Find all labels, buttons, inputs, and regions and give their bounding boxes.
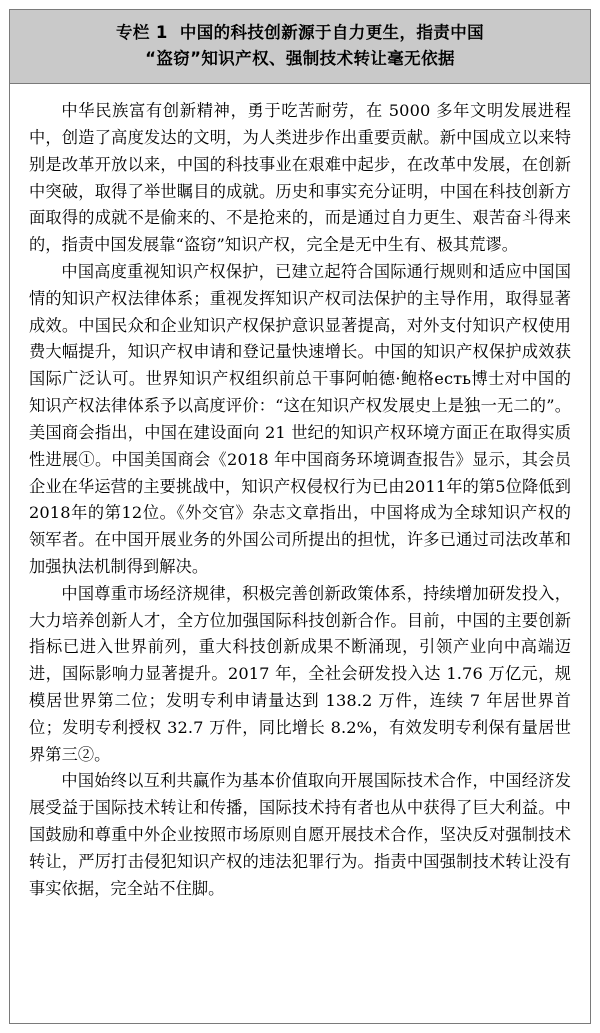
paragraph-4: 中国始终以互利共赢作为基本价值取向开展国际技术合作，中国经济发展受益于国际技术转让和传播，国际技术持有者也从中获得了巨大利益。中国鼓励和尊重中外企业按照市场原则自愿开展技术合作，坚决反对强制技术转让，严厉打击侵犯知识产权的违法犯罪行为。指责中国强制技术转让没有事实依据，完全站不住脚。 [29, 771, 571, 898]
callout-header [10, 10, 590, 84]
paragraph-1: 中华民族富有创新精神，勇于吃苦耐劳，在 5000 多年文明发展进程中，创造了高度发达的文明，为人类进步作出重要贡献。新中国成立以来特别是改革开放以来，中国的科技事业在艰难中起步，在改革中发展，在创新中突破，取得了举世瞩目的成就。历史和事实充分证明，中国在科技创新方面取得的成就不是偷来的、不是抢来的，而是通过自力更生、艰苦奋斗得来的，指责中国发展靠“盗窃”知识产权，完全是无中生有、极其荒谬。 [29, 101, 571, 255]
callout-title-line-2: “盗窃”知识产权、强制技术转让毫无依据 [145, 48, 455, 68]
callout-box [9, 9, 591, 1024]
paragraph-3: 中国尊重市场经济规律，积极完善创新政策体系，持续增加研发投入，大力培养创新人才，全方位加强国际科技创新合作。目前，中国的主要创新指标已进入世界前列，重大科技创新成果不断涌现，引领产业向中高端迈进，国际影响力显著提升。2017 年，全社会研发投入达 1.76 万亿元，规模居世界第二位；发明专利申请量达到 138.2 万件，连续 7 年居世界首位；发明专利授权 32.7 万件，同比增长 8.2%，有效发明专利保有量居世界第三②。 [29, 583, 571, 764]
callout-number: 专栏 1 [115, 23, 168, 42]
callout-title-text-1: 中国的科技创新源于自力更生，指责中国 [179, 23, 485, 42]
callout-title-line-1 [28, 20, 572, 46]
callout-body [10, 84, 590, 1023]
paragraph-2: 中国高度重视知识产权保护，已建立起符合国际通行规则和适应中国国情的知识产权法律体系；重视发挥知识产权司法保护的主导作用，取得显著成效。中国民众和企业知识产权保护意识显著提高，对外支付知识产权使用费大幅提升，知识产权申请和登记量快速增长。中国的知识产权保护成效获国际广泛认可。世界知识产权组织前总干事阿帕德·鲍格есть博士对中国的知识产权法律体系予以高度评价：“这在知识产权发展史上是独一无二的”。美国商会指出，中国在建设面向 21 世纪的知识产权环境方面正在取得实质性进展①。中国美国商会《2018 年中国商务环境调查报告》显示，其会员企业在华运营的主要挑战中，知识产权侵权行为已由2011年的第5位降低到2018年的第12位。《外交官》杂志文章指出，中国将成为全球知识产权的领军者。在中国开展业务的外国公司所提出的担忧，许多已通过司法改革和加强执法机制得到解决。 [29, 262, 571, 576]
